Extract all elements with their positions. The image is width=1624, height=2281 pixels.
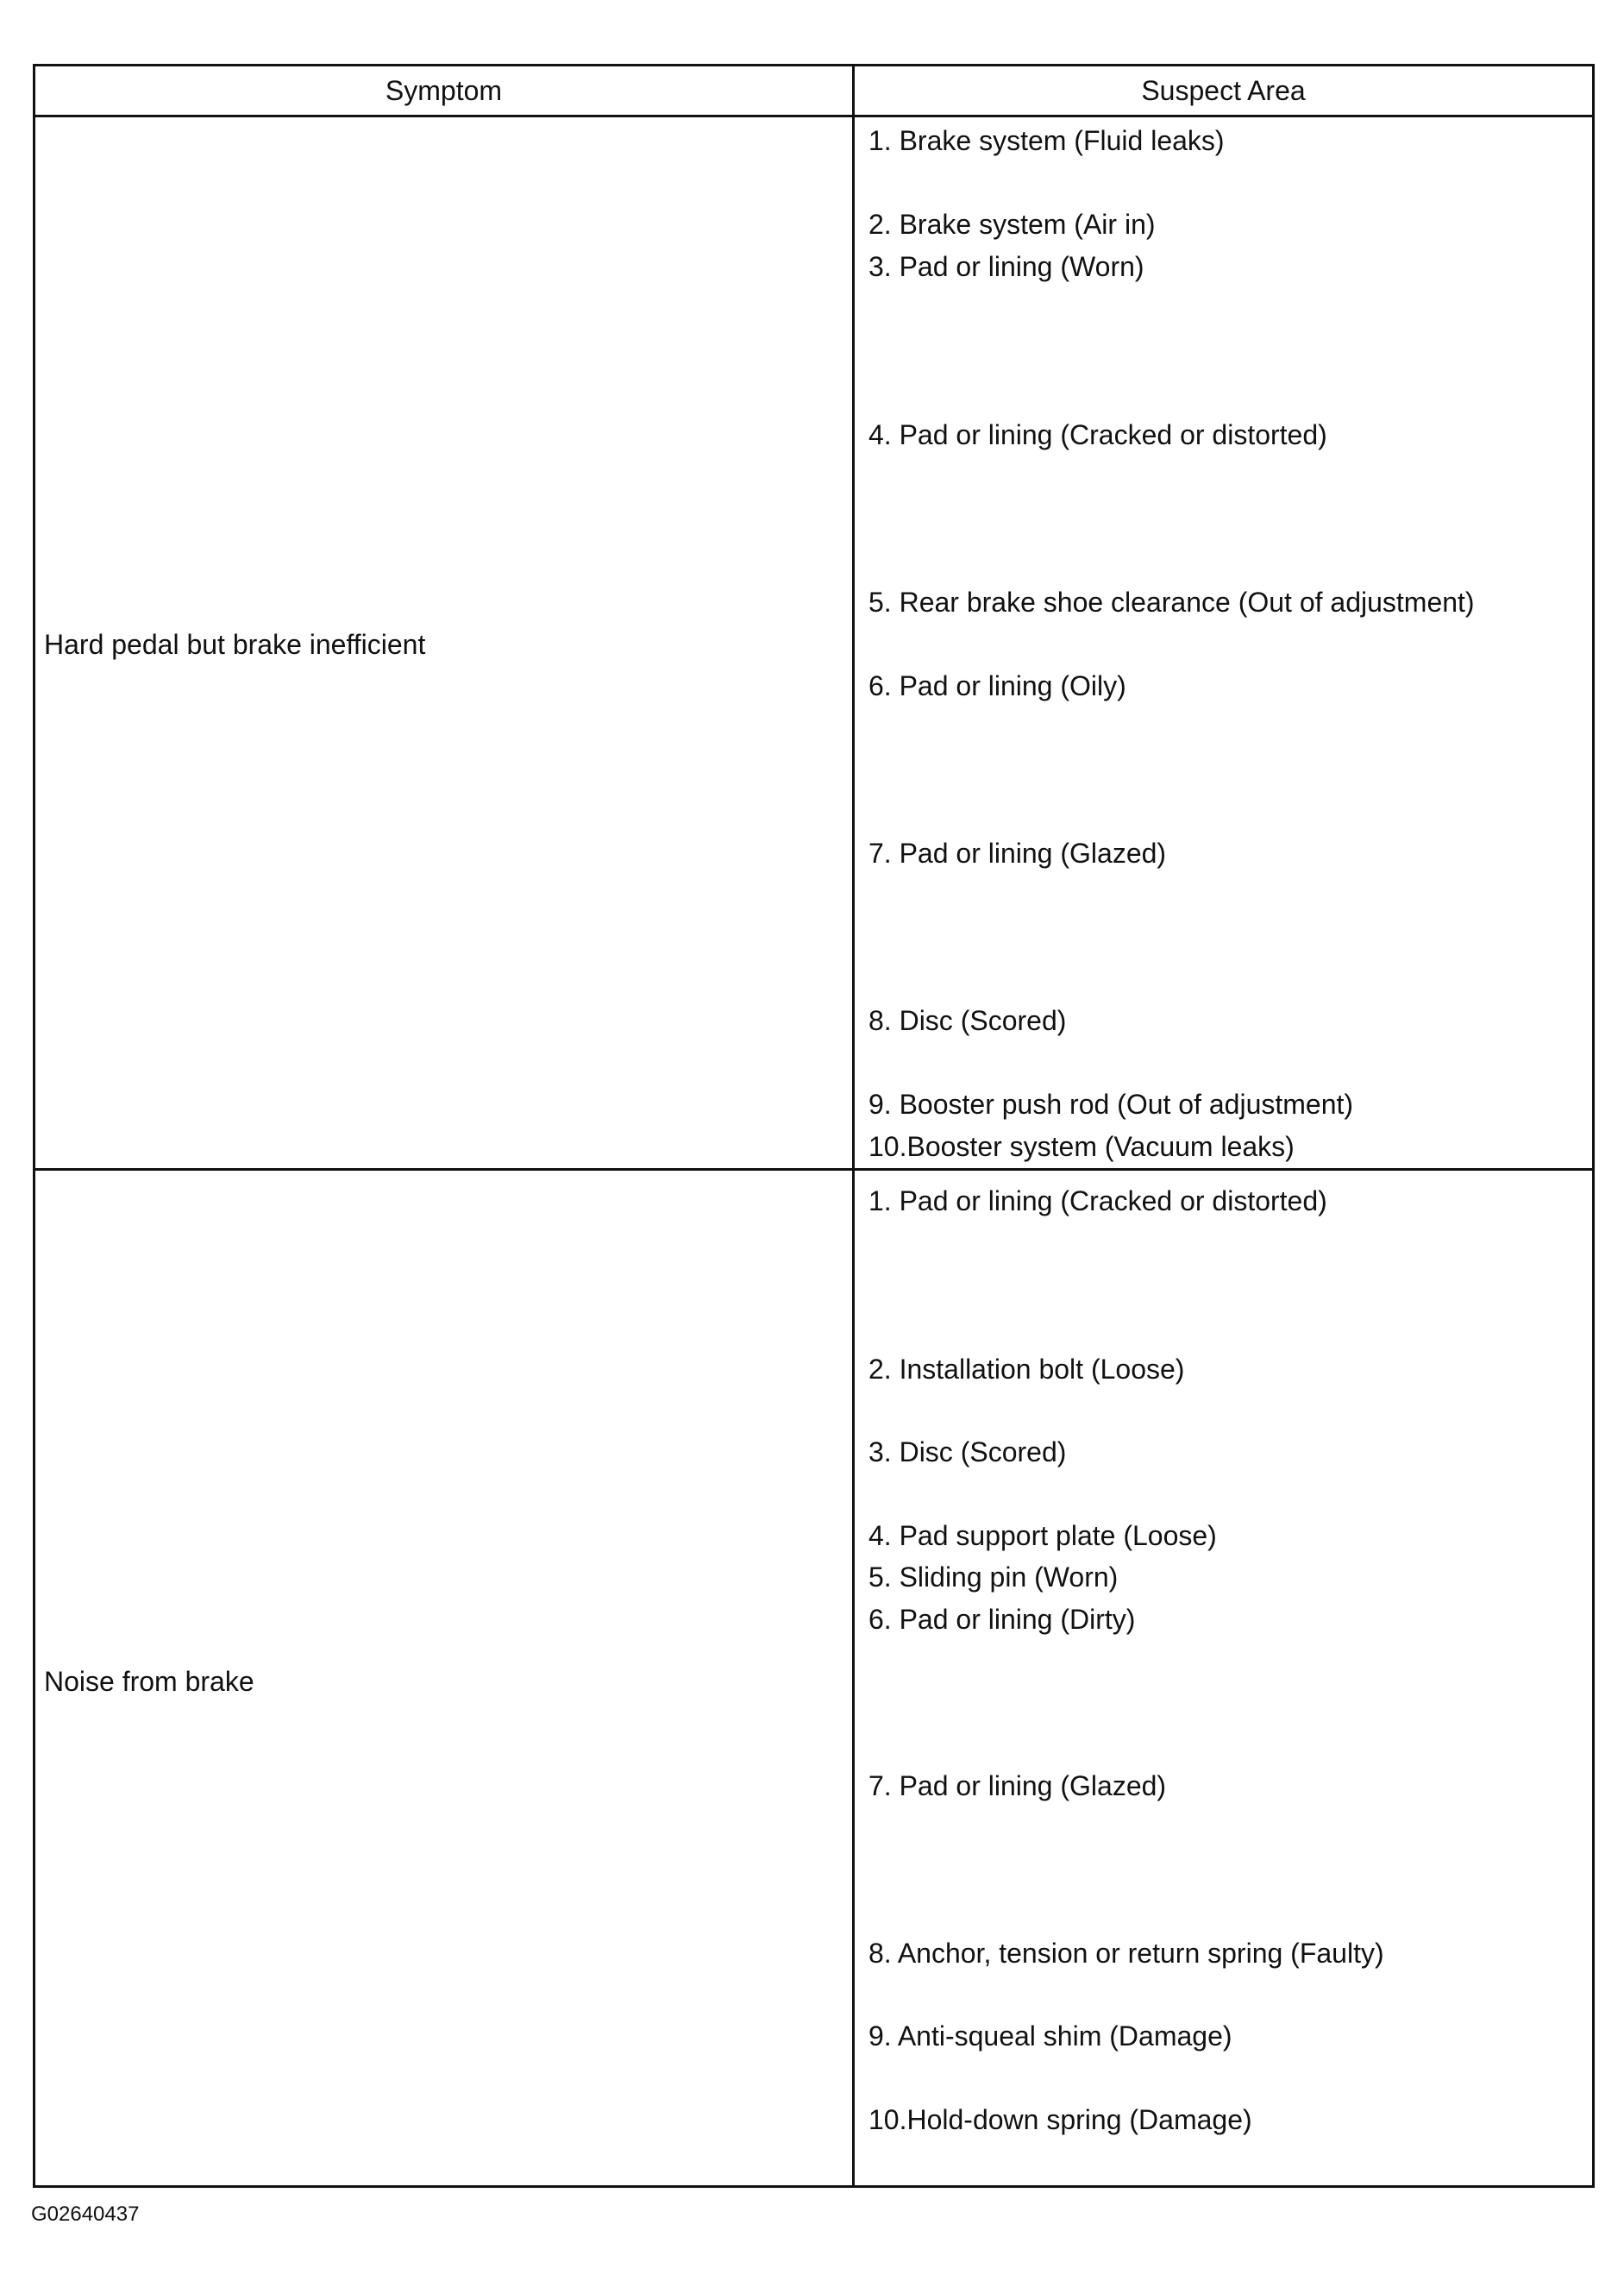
figure-code: G02640437 <box>31 2202 140 2226</box>
suspect-item: 8. Disc (Scored) <box>868 1005 1067 1036</box>
suspect-item: 6. Pad or lining (Oily) <box>868 670 1126 701</box>
suspect-item: 2. Installation bolt (Loose) <box>868 1354 1185 1385</box>
suspect-item: 4. Pad support plate (Loose) <box>868 1520 1217 1551</box>
suspect-item: 8. Anchor, tension or return spring (Faulty) <box>868 1938 1384 1969</box>
row-divider <box>35 1168 1592 1171</box>
suspect-item: 4. Pad or lining (Cracked or distorted) <box>868 419 1327 450</box>
suspect-item: 1. Pad or lining (Cracked or distorted) <box>868 1185 1327 1216</box>
symptom-table <box>33 64 1595 2188</box>
suspect-item: 9. Booster push rod (Out of adjustment) <box>868 1089 1354 1120</box>
header-divider <box>35 115 1592 117</box>
suspect-item: 3. Pad or lining (Worn) <box>868 251 1144 282</box>
symptom-cell: Noise from brake <box>44 1666 254 1697</box>
suspect-item: 7. Pad or lining (Glazed) <box>868 1770 1167 1801</box>
suspect-item: 5. Sliding pin (Worn) <box>868 1562 1119 1593</box>
suspect-item: 1. Brake system (Fluid leaks) <box>868 125 1225 156</box>
symptom-cell: Hard pedal but brake inefficient <box>44 629 426 660</box>
suspect-item: 9. Anti-squeal shim (Damage) <box>868 2020 1232 2052</box>
suspect-item: 10.Booster system (Vacuum leaks) <box>868 1131 1295 1162</box>
column-divider <box>852 66 855 2185</box>
suspect-item: 3. Disc (Scored) <box>868 1436 1067 1467</box>
suspect-item: 10.Hold-down spring (Damage) <box>868 2104 1252 2135</box>
suspect-item: 2. Brake system (Air in) <box>868 209 1156 240</box>
header-symptom: Symptom <box>385 74 503 106</box>
header-suspect-area: Suspect Area <box>1141 74 1306 106</box>
suspect-item: 6. Pad or lining (Dirty) <box>868 1604 1136 1635</box>
suspect-item: 7. Pad or lining (Glazed) <box>868 838 1167 869</box>
suspect-item: 5. Rear brake shoe clearance (Out of adjustment) <box>868 587 1475 618</box>
